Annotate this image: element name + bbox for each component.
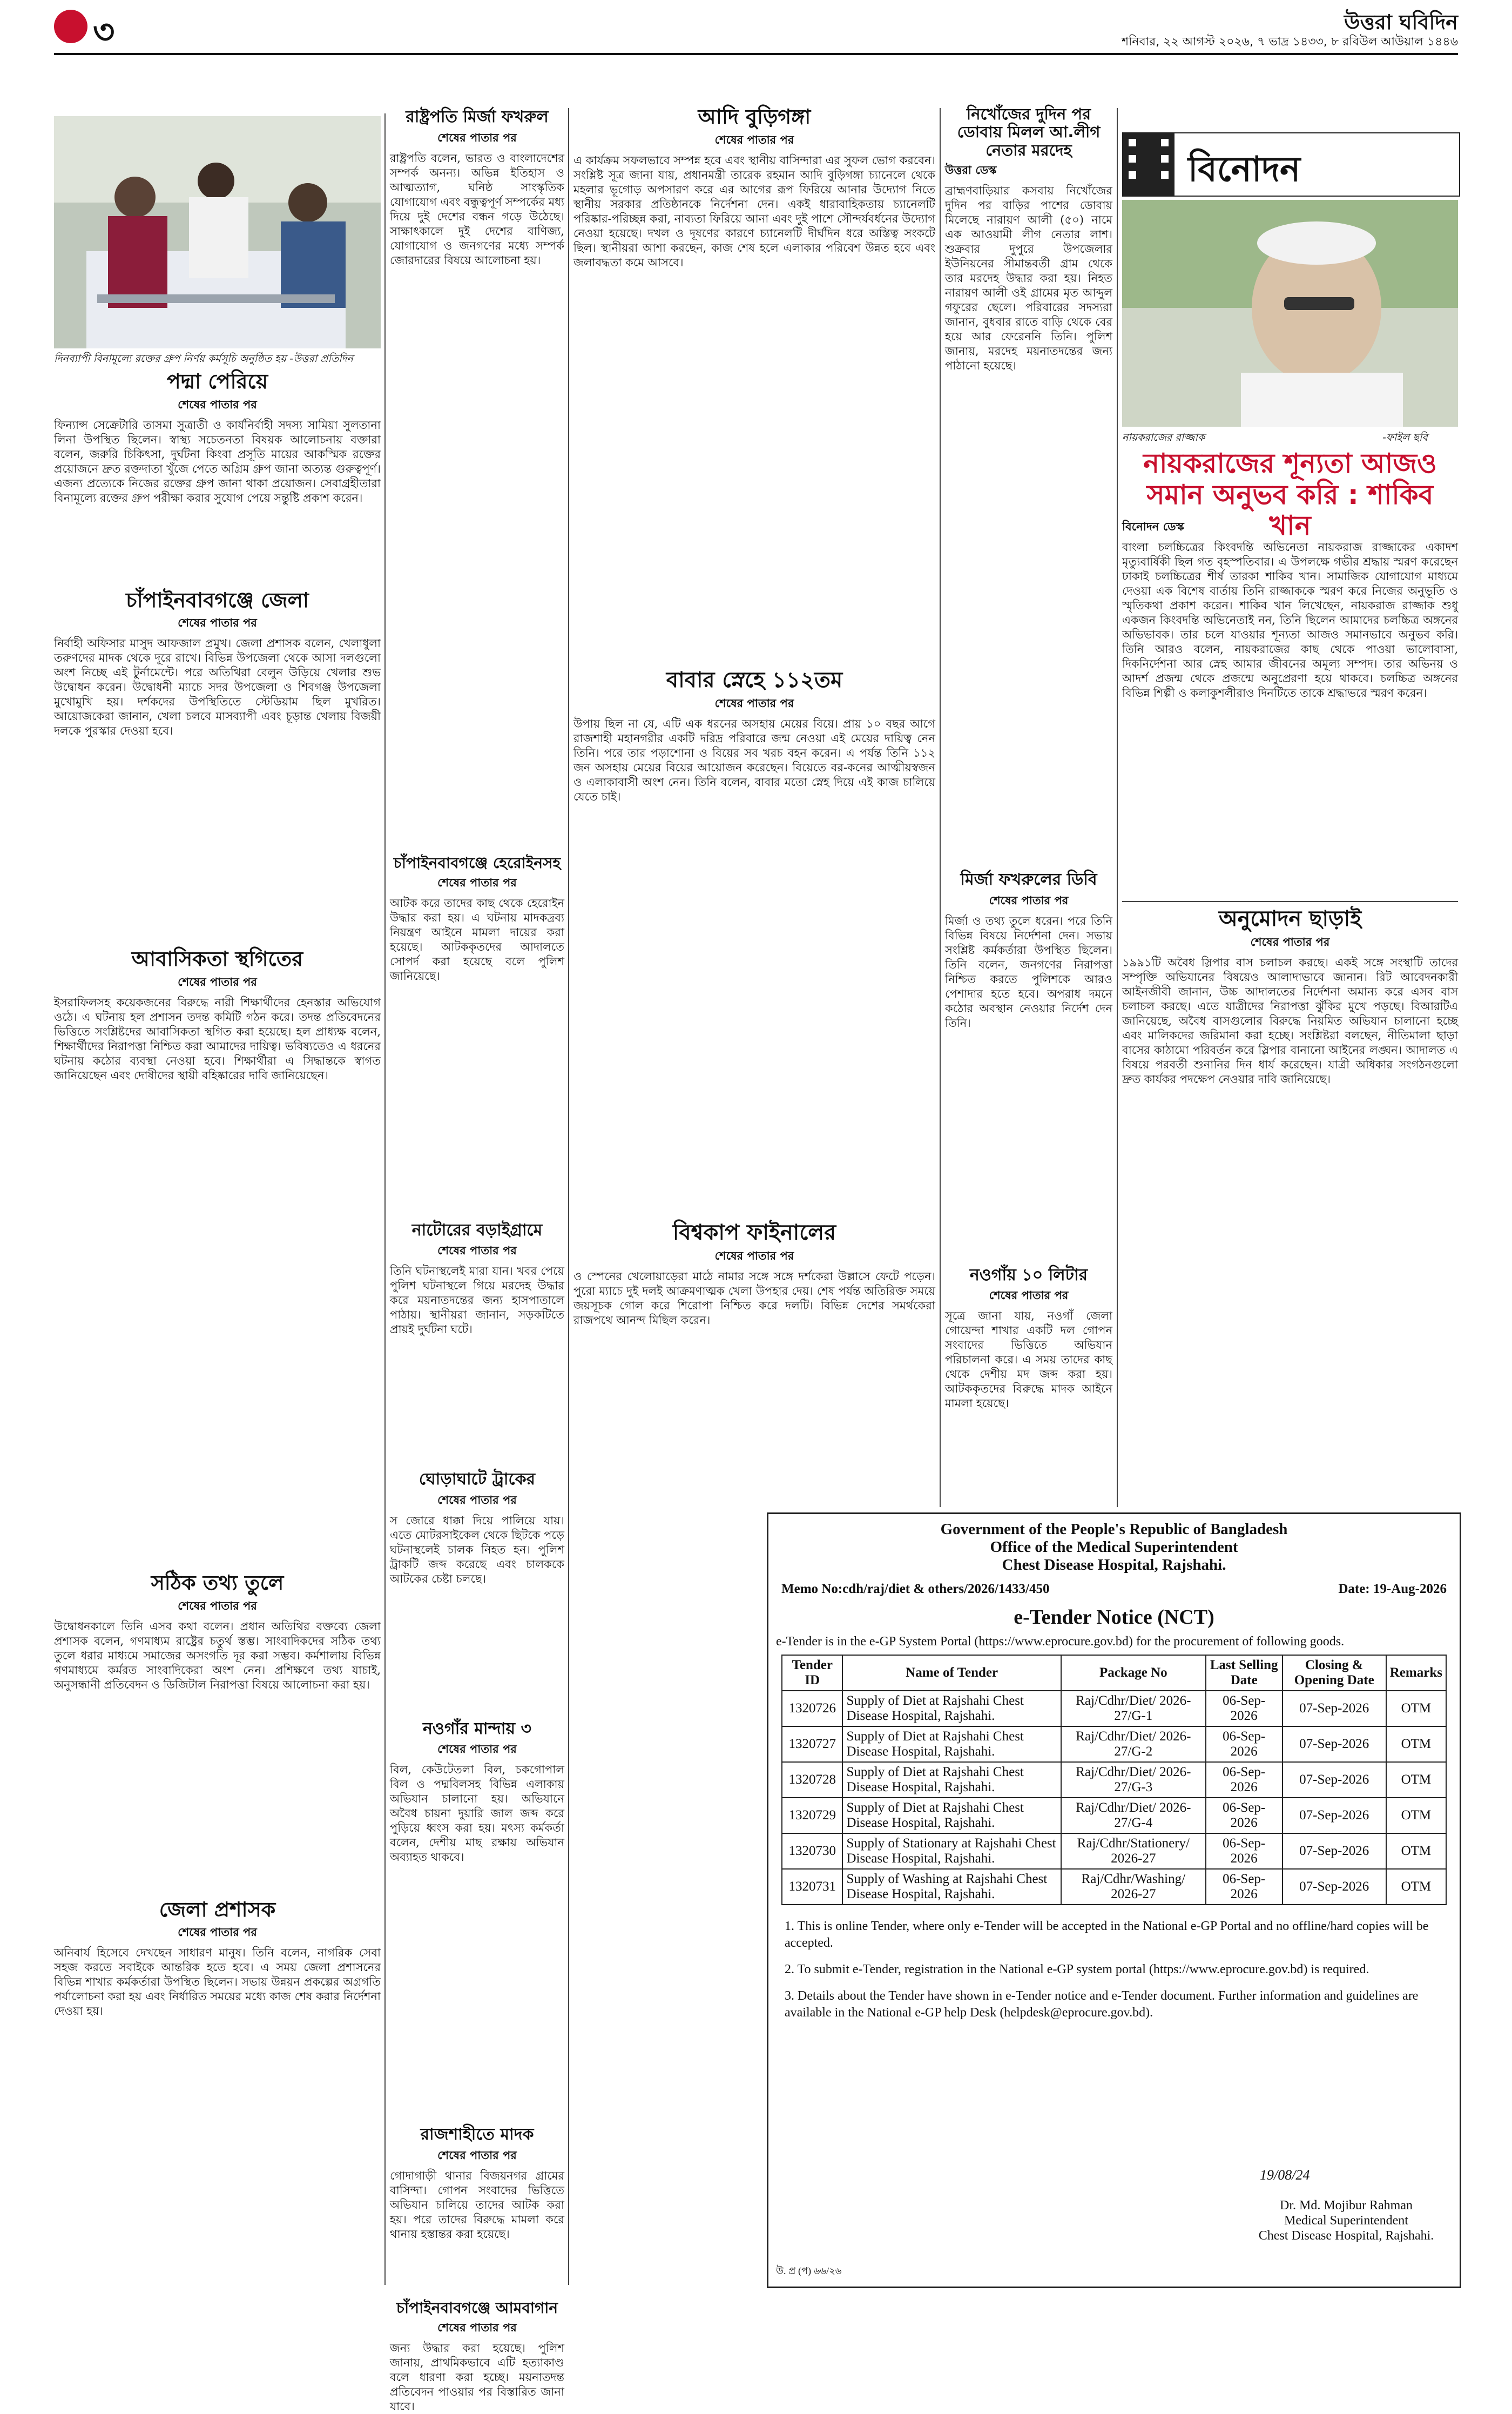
tender-cell: 06-Sep-2026 xyxy=(1206,1798,1282,1833)
byline: উত্তরা ডেস্ক xyxy=(945,164,997,177)
article-body: রাষ্ট্রপতি বলেন, ভারত ও বাংলাদেশের সম্পর্ক অনন্য। অভিন্ন ইতিহাস ও আত্মত্যাগ, ঘনিষ্ঠ সাংস্কৃতিক যোগাযোগ এবং বন্ধুত্বপূর্ণ সম্পর্কের মধ্য দিয়ে দুই দেশের বন্ধন গড়ে উঠেছে। সাক্ষাৎকালে দুই দেশের বাণিজ্য, যোগাযোগ ও জনগণের মধ্যে সম্পর্ক জোরদারের বিষয়ে আলোচনা হয়। xyxy=(390,151,564,267)
tender-cell: Supply of Washing at Rajshahi Chest Disease Hospital, Rajshahi. xyxy=(842,1869,1061,1905)
tender-cell: Raj/Cdhr/Diet/ 2026-27/G-2 xyxy=(1061,1726,1206,1762)
article-body: গোদাগাড়ী থানার বিজয়নগর গ্রামের বাসিন্দা। গোপন সংবাদের ভিত্তিতে অভিযান চালিয়ে তাদের আটক করা হয়। পরে তাদের বিরুদ্ধে মামলা করে থানায় হস্তান্তর করা হয়েছে। xyxy=(390,2169,564,2241)
headline: জেলা প্রশাসক xyxy=(159,1897,276,1921)
article-body: তিনি ঘটনাস্থলেই মারা যান। খবর পেয়ে পুলিশ ঘটনাস্থলে গিয়ে মরদেহ উদ্ধার করে ময়নাতদন্তের জন্য হাসপাতালে পাঠায়। স্থানীয়রা জানান, সড়কটিতে প্রায়ই দুর্ঘটনা ঘটে। xyxy=(390,1265,564,1336)
tender-row xyxy=(782,1726,1446,1762)
tender-cell: Supply of Diet at Rajshahi Chest Disease Hospital, Rajshahi. xyxy=(842,1762,1061,1798)
headline: নওগাঁয় ১০ লিটার xyxy=(969,1265,1088,1285)
tender-cell: Raj/Cdhr/Washing/ 2026-27 xyxy=(1061,1869,1206,1905)
photo-caption-right: -ফাইল ছবি xyxy=(1382,432,1428,443)
continued-label: শেষের পাতার পর xyxy=(178,1599,257,1612)
signature-mark: 19/08/24 xyxy=(1260,2167,1310,2183)
tender-header-cell: Closing & Opening Date xyxy=(1282,1655,1386,1691)
headline: ঘোড়াঘাটে ট্রাকের xyxy=(418,1470,536,1489)
tender-org-1: Government of the People's Republic of Bangladesh xyxy=(940,1521,1288,1538)
section-title: বিনোদন xyxy=(1188,150,1301,190)
date-line: শনিবার, ২২ আগস্ট ২০২৬, ৭ ভাদ্র ১৪৩৩, ৮ রবিউল আউয়াল ১৪৪৬ xyxy=(1122,35,1458,49)
tender-cell: Raj/Cdhr/Diet/ 2026-27/G-3 xyxy=(1061,1762,1206,1798)
tender-note: 3. Details about the Tender have shown in e-Tender notice and e-Tender document. Further information and guidelines are available in the National e-GP help Desk (helpdesk@eprocure.gov.bd). xyxy=(785,1989,1419,2020)
tender-cell: Supply of Diet at Rajshahi Chest Disease Hospital, Rajshahi. xyxy=(842,1726,1061,1762)
tender-org-2: Office of the Medical Superintendent xyxy=(990,1538,1238,1556)
tender-header-row xyxy=(782,1655,1446,1691)
article-body: অনিবার্য হিসেবে দেখছেন সাধারণ মানুষ। তিনি বলেন, নাগরিক সেবা সহজ করতে সবাইকে আন্তরিক হতে হবে। এ সময় জেলা প্রশাসনের বিভিন্ন শাখার কর্মকর্তারা উপস্থিত ছিলেন। সভায় উন্নয়ন প্রকল্পের অগ্রগতি পর্যালোচনা করা হয় এবং নির্ধারিত সময়ের মধ্যে কাজ শেষ করার নির্দেশনা দেওয়া হয়। xyxy=(54,1946,381,2018)
article-body: উপায় ছিল না যে, এটি এক ধরনের অসহায় মেয়ের বিয়ে। প্রায় ১০ বছর আগে রাজশাহী মহানগরীর একটি দরিদ্র পরিবারে জন্ম নেওয়া এই মেয়ের দায়িত্ব নেন তিনি। পরে তার পড়াশোনা ও বিয়ের সব খরচ বহন করেন। এ পর্যন্ত তিনি ১১২ জন অসহায় মেয়ের বিয়ের আয়োজন করেছেন। বিয়েতে বর-কনের আত্মীয়স্বজন ও এলাকাবাসী অংশ নেন। তিনি বলেন, বাবার মতো স্নেহ দিয়ে এই কাজ চালিয়ে যেতে চাই। xyxy=(573,717,935,803)
continued-label: শেষের পাতার পর xyxy=(437,876,517,889)
article-body: ও স্পেনের খেলোয়াড়েরা মাঠে নামার সঙ্গে সঙ্গে দর্শকেরা উল্লাসে ফেটে পড়েন। পুরো ম্যাচে দুই দলই আক্রমণাত্মক খেলা উপহার দেয়। শেষ পর্যন্ত অতিরিক্ত সময়ে জয়সূচক গোল করে শিরোপা নিশ্চিত করে দলটি। বিভিন্ন দেশের সমর্থকেরা রাজপথে আনন্দ মিছিল করেন। xyxy=(573,1269,935,1327)
tender-cell: 07-Sep-2026 xyxy=(1282,1726,1386,1762)
tender-cell: 07-Sep-2026 xyxy=(1282,1833,1386,1869)
tender-note: 1. This is online Tender, where only e-Tender will be accepted in the National e-GP Portal and no offline/hard copies will be accepted. xyxy=(785,1919,1429,1950)
headline: নিখোঁজের দুদিন পর ডোবায় মিলল আ.লীগ নেতার মরদেহ xyxy=(957,105,1101,159)
tender-title: e-Tender Notice (NCT) xyxy=(1014,1606,1214,1629)
headline: সঠিক তথ্য তুলে xyxy=(151,1571,284,1595)
tender-cell: 07-Sep-2026 xyxy=(1282,1762,1386,1798)
continued-label: শেষের পাতার পর xyxy=(437,1493,517,1507)
page-number: ৩ xyxy=(93,12,115,51)
continued-label: শেষের পাতার পর xyxy=(437,1244,517,1258)
tender-cell: 1320730 xyxy=(782,1833,842,1869)
tender-row xyxy=(782,1798,1446,1833)
tender-date: Date: 19-Aug-2026 xyxy=(1338,1582,1447,1596)
masthead xyxy=(0,0,1512,54)
headline: নাটোরের বড়াইগ্রামে xyxy=(411,1220,543,1240)
continued-label: শেষের পাতার পর xyxy=(437,2148,517,2162)
tender-cell: 1320731 xyxy=(782,1869,842,1905)
section-header xyxy=(1122,132,1460,197)
article-body: নির্বাহী অফিসার মাসুদ আফজাল প্রমুখ। জেলা প্রশাসক বলেন, খেলাধুলা তরুণদের মাদক থেকে দূরে রাখে। বিভিন্ন উপজেলা থেকে আসা দলগুলো অংশ নিচ্ছে এই টুর্নামেন্টে। পরে অতিথিরা বেলুন উড়িয়ে খেলার শুভ উদ্বোধন করেন। উদ্বোধনী ম্যাচে সদর উপজেলা ও শিবগঞ্জ উপজেলা মুখোমুখি হয়। দর্শকদের উপস্থিতিতে স্টেডিয়াম ছিল মুখরিত। আয়োজকেরা জানান, খেলা চলবে মাসব্যাপী এবং চূড়ান্ত খেলায় বিজয়ী দলকে পুরস্কার দেওয়া হবে। xyxy=(54,637,381,738)
tender-cell: Supply of Stationary at Rajshahi Chest Disease Hospital, Rajshahi. xyxy=(842,1833,1061,1869)
page-logo-icon xyxy=(54,10,87,43)
column-1 xyxy=(54,370,381,2285)
continued-label: শেষের পাতার পর xyxy=(714,133,794,146)
tender-cell: 1320729 xyxy=(782,1798,842,1833)
article-body: ১৯৯১টি অবৈধ স্লিপার বাস চলাচল করছে। একই সঙ্গে সংস্থাটি তাদের সম্পৃক্তি অভিযানের বিষয়েও আলাদাভাবে জানান। রিট আবেদনকারী আইনজীবী জানান, উচ্চ আদালতের নির্দেশনা অমান্য করে এসব বাস চলাচল করছে। এতে যাত্রীদের নিরাপত্তা ঝুঁকির মুখে পড়ছে। বিআরটিএ জানিয়েছে, অবৈধ বাসগুলোর বিরুদ্ধে নিয়মিত অভিযান চালানো হচ্ছে এবং মালিকদের জরিমানা করা হচ্ছে। সংশ্লিষ্টরা বলছেন, নীতিমালা ছাড়া বাসের কাঠামো পরিবর্তন করে স্লিপার বানানো আইনের লঙ্ঘন। আদালত এ বিষয়ে পরবর্তী শুনানির দিন ধার্য করেছেন। যাত্রী অধিকার সংগঠনগুলো দ্রুত কার্যকর পদক্ষেপ নেওয়ার দাবি জানিয়েছে। xyxy=(1122,956,1458,1086)
tender-header-cell: Tender ID xyxy=(782,1655,842,1691)
tender-cell: 06-Sep-2026 xyxy=(1206,1869,1282,1905)
tender-cell: Supply of Diet at Rajshahi Chest Disease Hospital, Rajshahi. xyxy=(842,1798,1061,1833)
tender-org-3: Chest Disease Hospital, Rajshahi. xyxy=(1002,1556,1226,1574)
tender-cell: OTM xyxy=(1386,1869,1446,1905)
continued-label: শেষের পাতার পর xyxy=(714,696,794,710)
tender-cell: 1320728 xyxy=(782,1762,842,1798)
headline: চাঁপাইনবাবগঞ্জে হেরোইনসহ xyxy=(393,853,561,872)
article-body: স জোরে ধাক্কা দিয়ে পালিয়ে যায়। এতে মোটরসাইকেল থেকে ছিটকে পড়ে ঘটনাস্থলেই চালক নিহত হন। পুলিশ ট্রাকটি জব্দ করেছে এবং চালককে আটকের চেষ্টা চলছে। xyxy=(390,1514,564,1585)
continued-label: শেষের পাতার পর xyxy=(178,976,257,989)
tender-cell: OTM xyxy=(1386,1726,1446,1762)
signature-block xyxy=(1244,2168,1449,2243)
tender-cell: 07-Sep-2026 xyxy=(1282,1798,1386,1833)
article-body: ফিন্যান্স সেক্রেটারি তাসমা সুত্রাতী ও কার্যনির্বাহী সদস্য সামিয়া সুলতানা লিনা উপস্থিত ছিলেন। স্বাস্থ্য সচেতনতা বিষয়ক আলোচনায় বক্তারা বলেন, জরুরি চিকিৎসা, দুর্ঘটনা কিংবা প্রসূতি মায়ের আকস্মিক রক্তের প্রয়োজনে দ্রুত রক্তদাতা খুঁজে পেতে অগ্রিম গ্রুপ জানা অত্যন্ত গুরুত্বপূর্ণ। এজন্য প্রত্যেকে নিজের রক্তের গ্রুপ জানা থাকা প্রয়োজন। সেবাগ্রহীতারা বিনামূল্যে রক্তের গ্রুপ পরীক্ষা করার সুযোগ পেয়ে সন্তুষ্টি প্রকাশ করেন। xyxy=(54,418,381,505)
headline: মির্জা ফখরুলের ডিবি xyxy=(960,870,1097,890)
continued-label: শেষের পাতার পর xyxy=(714,1249,794,1262)
tender-table xyxy=(781,1655,1447,1905)
tender-row xyxy=(782,1833,1446,1869)
signature-title: Medical Superintendent xyxy=(1284,2214,1408,2228)
tender-header-cell: Name of Tender xyxy=(842,1655,1061,1691)
article-body: ইসরাফিলসহ কয়েকজনের বিরুদ্ধে নারী শিক্ষার্থীদের হেনস্তার অভিযোগ ওঠে। এ ঘটনায় হল প্রশাসন তদন্ত কমিটি গঠন করে। তদন্ত প্রতিবেদনের ভিত্তিতে সংশ্লিষ্টদের আবাসিকতা স্থগিত করা হয়েছে। হল প্রাধ্যক্ষ বলেন, শিক্ষার্থীদের নিরাপত্তা নিশ্চিত করা আমাদের দায়িত্ব। ভবিষ্যতেও এ ধরনের ঘটনায় কঠোর ব্যবস্থা নেওয়া হবে। শিক্ষার্থীরা এ সিদ্ধান্তকে স্বাগত জানিয়েছেন এবং দোষীদের স্থায়ী বহিষ্কারের দাবি জানিয়েছেন। xyxy=(54,996,381,1082)
story-divider xyxy=(1122,901,1458,902)
continued-label: শেষের পাতার পর xyxy=(178,616,257,630)
tender-cell: 06-Sep-2026 xyxy=(1206,1833,1282,1869)
continued-label: শেষের পাতার পর xyxy=(989,893,1069,907)
blood-test-photo xyxy=(54,116,381,348)
tender-cell: OTM xyxy=(1386,1798,1446,1833)
tender-cell: OTM xyxy=(1386,1691,1446,1726)
headline: পদ্মা পেরিয়ে xyxy=(166,369,268,393)
article-body: ব্রাহ্মণবাড়িয়ার কসবায় নিখোঁজের দুদিন পর বাড়ির পাশের ডোবায় মিলেছে নারায়ণ আলী (৫০) নামে এক আওয়ামী লীগ নেতার লাশ। শুক্রবার দুপুরে উপজেলার ইউনিয়নের সীমান্তবর্তী গ্রাম থেকে তার মরদেহ উদ্ধার করা হয়। নিহত নারায়ণ আলী ওই গ্রামের মৃত আব্দুল গফুরের ছেলে। পরিবারের সদস্যরা জানান, বুধবার রাতে বাড়ি থেকে বের হয়ে আর ফেরেননি তিনি। পুলিশ জানায়, মরদেহ ময়নাতদন্তের জন্য পাঠানো হয়েছে। xyxy=(945,184,1112,373)
paper-name: উত্তরা ঘবিদিন xyxy=(1344,10,1458,34)
tender-row xyxy=(782,1762,1446,1798)
article-body: জন্য উদ্ধার করা হয়েছে। পুলিশ জানায়, প্রাথমিকভাবে এটি হত্যাকাণ্ড বলে ধারণা করা হচ্ছে। ময়নাতদন্ত প্রতিবেদন পাওয়ার পর বিস্তারিত জানা যাবে। xyxy=(390,2341,564,2413)
headline: রাষ্ট্রপতি মির্জা ফখরুল xyxy=(406,107,549,126)
article-body: উদ্বোধনকালে তিনি এসব কথা বলেন। প্রধান অতিথির বক্তব্যে জেলা প্রশাসক বলেন, গণমাধ্যম রাষ্ট্রের চতুর্থ স্তম্ভ। সাংবাদিকদের সঠিক তথ্য তুলে ধরার মাধ্যমে সমাজের অসংগতি দূর করা সম্ভব। কর্মশালায় বিভিন্ন গণমাধ্যমে কর্মরত সাংবাদিকেরা অংশ নেন। প্রশিক্ষণে তথ্য যাচাই, অনুসন্ধানী প্রতিবেদন ও ডিজিটাল নিরাপত্তা বিষয়ে আলোচনা করা হয়। xyxy=(54,1619,381,1691)
headline: আবাসিকতা স্থগিতের xyxy=(131,947,303,971)
tender-cell: 1320727 xyxy=(782,1726,842,1762)
tender-memo: Memo No:cdh/raj/diet & others/2026/1433/450 xyxy=(781,1582,1050,1596)
tender-notice xyxy=(767,1512,1461,2288)
tender-header-cell: Remarks xyxy=(1386,1655,1446,1691)
signature-name: Dr. Md. Mojibur Rahman xyxy=(1280,2198,1413,2213)
headline: আদি বুড়িগঙ্গা xyxy=(698,105,811,129)
article-body: বিল, কেউটেতলা বিল, চকগোপাল বিল ও পদ্মবিলসহ বিভিন্ন এলাকায় অভিযান চালানো হয়। অভিযানে অবৈধ চায়না দুয়ারি জাল জব্দ করে পুড়িয়ে ধ্বংস করা হয়। মৎস্য কর্মকর্তা বলেন, দেশীয় মাছ রক্ষায় অভিযান অব্যাহত থাকবে। xyxy=(390,1763,564,1864)
headline: নওগাঁর মান্দায় ৩ xyxy=(422,1719,532,1738)
masthead-divider xyxy=(54,53,1458,55)
headline: চাঁপাইনবাবগঞ্জে আমবাগান xyxy=(396,2298,558,2317)
article-body: আটক করে তাদের কাছ থেকে হেরোইন উদ্ধার করা হয়। এ ঘটনায় মাদকদ্রব্য নিয়ন্ত্রণ আইনে মামলা দায়ের করা হয়েছে। আটককৃতদের আদালতে সোপর্দ করা হয়েছে বলে পুলিশ জানিয়েছে। xyxy=(390,896,564,983)
headline: বিশ্বকাপ ফাইনালের xyxy=(672,1220,836,1245)
continued-label: শেষের পাতার পর xyxy=(437,2321,517,2334)
continued-label: শেষের পাতার পর xyxy=(989,1289,1069,1302)
article-body: বাংলা চলচ্চিত্রের কিংবদন্তি অভিনেতা নায়করাজ রাজ্জাকের একাদশ মৃত্যুবার্ষিকী ছিল গত বৃহস্পতিবার। এ উপলক্ষে গভীর শ্রদ্ধায় স্মরণ করেছেন ঢাকাই চলচ্চিত্রের শীর্ষ তারকা শাকিব খান। সামাজিক যোগাযোগ মাধ্যমে দেওয়া এক বিশেষ বার্তায় তিনি রাজ্জাককে স্মরণ করে নিজের অনুভূতি ও স্মৃতিকথা প্রকাশ করেন। শাকিব খান লিখেছেন, নায়করাজ রাজ্জাক শুধু একজন কিংবদন্তি অভিনেতাই নন, তিনি ছিলেন আমাদের চলচ্চিত্র অঙ্গনের অভিভাবক। তার চলে যাওয়ার শূন্যতা আজও সমানভাবে অনুভব করি। তিনি আরও বলেন, নায়করাজের কাছ থেকে পাওয়া ভালোবাসা, দিকনির্দেশনা আর স্নেহ আমার জীবনের অমূল্য সম্পদ। তার অভিনয় ও আদর্শ প্রজন্ম থেকে প্রজন্মে অনুপ্রেরণা হয়ে থাকবে। চলচ্চিত্র অঙ্গনের বিভিন্ন শিল্পী ও কলাকুশলীরাও দিনটিতে তাকে শ্রদ্ধাভরে স্মরণ করেন। xyxy=(1122,541,1458,700)
tender-cell: Raj/Cdhr/Diet/ 2026-27/G-4 xyxy=(1061,1798,1206,1833)
continued-label: শেষের পাতার পর xyxy=(437,131,517,144)
tender-note: 2. To submit e-Tender, registration in the National e-GP system portal (https://www.eprocure.gov.bd) is required. xyxy=(785,1962,1369,1976)
lead-headline: নায়করাজের শূন্যতা আজও সমান অনুভব করি : শাকিব খান xyxy=(1143,448,1437,541)
tender-header-cell: Last Selling Date xyxy=(1206,1655,1282,1691)
column-4 xyxy=(945,105,1112,1507)
column-divider xyxy=(568,108,569,2285)
article-body: এ কার্যক্রম সফলভাবে সম্পন্ন হবে এবং স্থানীয় বাসিন্দারা এর সুফল ভোগ করবেন। সংশ্লিষ্ট সূত্র জানা যায়, প্রধানমন্ত্রী তারেক রহমান আদি বুড়িগঙ্গা চ্যানেলে থেকে মহলার ভূগোড় অপসারণ করে এর আগের রূপ ফিরিয়ে আনার উদ্যোগ নিতে স্থানীয় সরকার প্রতিষ্ঠানকে নির্দেশনা দেন। একই ধারাবাহিকতায় চ্যানেলটি পরিষ্কার-পরিচ্ছন্ন করা, নাব্যতা ফিরিয়ে আনা এবং দুই পাশে সৌন্দর্যবর্ধনের উদ্যোগ নেওয়া হয়েছে। দখল ও দূষণের কারণে চ্যানেলটি দীর্ঘদিন ধরে অস্তিত্ব সংকটে ছিল। স্থানীয়রা আশা করছেন, কাজ শেষ হলে এলাকার পরিবেশ উন্নত হবে এবং জলাবদ্ধতা কমে আসবে। xyxy=(573,153,935,269)
tender-cell: Raj/Cdhr/Diet/ 2026-27/G-1 xyxy=(1061,1691,1206,1726)
continued-label: শেষের পাতার পর xyxy=(1250,936,1330,949)
tender-cell: 07-Sep-2026 xyxy=(1282,1691,1386,1726)
signature-org: Chest Disease Hospital, Rajshahi. xyxy=(1258,2229,1434,2243)
tender-row xyxy=(782,1691,1446,1726)
tender-cell: Supply of Diet at Rajshahi Chest Disease Hospital, Rajshahi. xyxy=(842,1691,1061,1726)
column-divider xyxy=(940,108,941,1507)
headline: চাঁপাইনবাবগঞ্জে জেলা xyxy=(126,588,309,612)
headline: বাবার স্নেহে ১১২তম xyxy=(666,667,843,692)
tender-intro: e-Tender is in the e-GP System Portal (https://www.eprocure.gov.bd) for the procurement of following goods. xyxy=(776,1635,1345,1649)
column-divider xyxy=(1117,108,1118,1507)
tender-cell: 06-Sep-2026 xyxy=(1206,1726,1282,1762)
column-2 xyxy=(390,107,564,2413)
tender-code: উ. প্র (প) ৬৬/২৬ xyxy=(776,2265,842,2276)
column-3 xyxy=(573,105,935,1507)
column-divider xyxy=(384,113,386,2285)
tender-header-cell: Package No xyxy=(1061,1655,1206,1691)
tender-cell: 06-Sep-2026 xyxy=(1206,1691,1282,1726)
column-5-body xyxy=(1122,516,1458,1507)
tender-notes xyxy=(785,1918,1443,2021)
tender-cell: 07-Sep-2026 xyxy=(1282,1869,1386,1905)
article-body: সূত্রে জানা যায়, নওগাঁ জেলা গোয়েন্দা শাখার একটি দল গোপন সংবাদের ভিত্তিতে অভিযান পরিচালনা করে। এ সময় তাদের কাছ থেকে দেশীয় মদ জব্দ করা হয়। আটককৃতদের বিরুদ্ধে মাদক আইনে মামলা হয়েছে। xyxy=(945,1309,1112,1410)
continued-label: শেষের পাতার পর xyxy=(178,1926,257,1939)
tender-row xyxy=(782,1869,1446,1905)
continued-label: শেষের পাতার পর xyxy=(437,1743,517,1756)
article-body: মির্জা ও তথ্য তুলে ধরেন। পরে তিনি বিভিন্ন বিষয়ে নির্দেশনা দেন। সভায় সংশ্লিষ্ট কর্মকর্তারা উপস্থিত ছিলেন। তিনি বলেন, জনগণের নিরাপত্তা নিশ্চিত করতে পুলিশকে আরও পেশাদার হতে হবে। অপরাধ দমনে কঠোর অবস্থান নেওয়ার নির্দেশ দেন তিনি। xyxy=(945,914,1112,1030)
headline: রাজশাহীতে মাদক xyxy=(420,2125,534,2144)
byline: বিনোদন ডেস্ক xyxy=(1122,520,1184,533)
razzak-photo xyxy=(1122,200,1458,427)
photo-caption-left: নায়করাজের রাজ্জাক xyxy=(1122,432,1205,443)
tender-cell: OTM xyxy=(1386,1762,1446,1798)
film-strip-icon xyxy=(1123,133,1174,196)
tender-cell: Raj/Cdhr/Stationery/ 2026-27 xyxy=(1061,1833,1206,1869)
continued-label: শেষের পাতার পর xyxy=(178,398,257,411)
tender-cell: 06-Sep-2026 xyxy=(1206,1762,1282,1798)
tender-cell: OTM xyxy=(1386,1833,1446,1869)
headline: অনুমোদন ছাড়াই xyxy=(1218,906,1362,931)
photo-caption: দিনব্যাপী বিনামূল্যে রক্তের গ্রুপ নির্ণয় কর্মসূচি অনুষ্ঠিত হয় -উত্তরা প্রতিদিন xyxy=(54,353,353,365)
tender-cell: 1320726 xyxy=(782,1691,842,1726)
